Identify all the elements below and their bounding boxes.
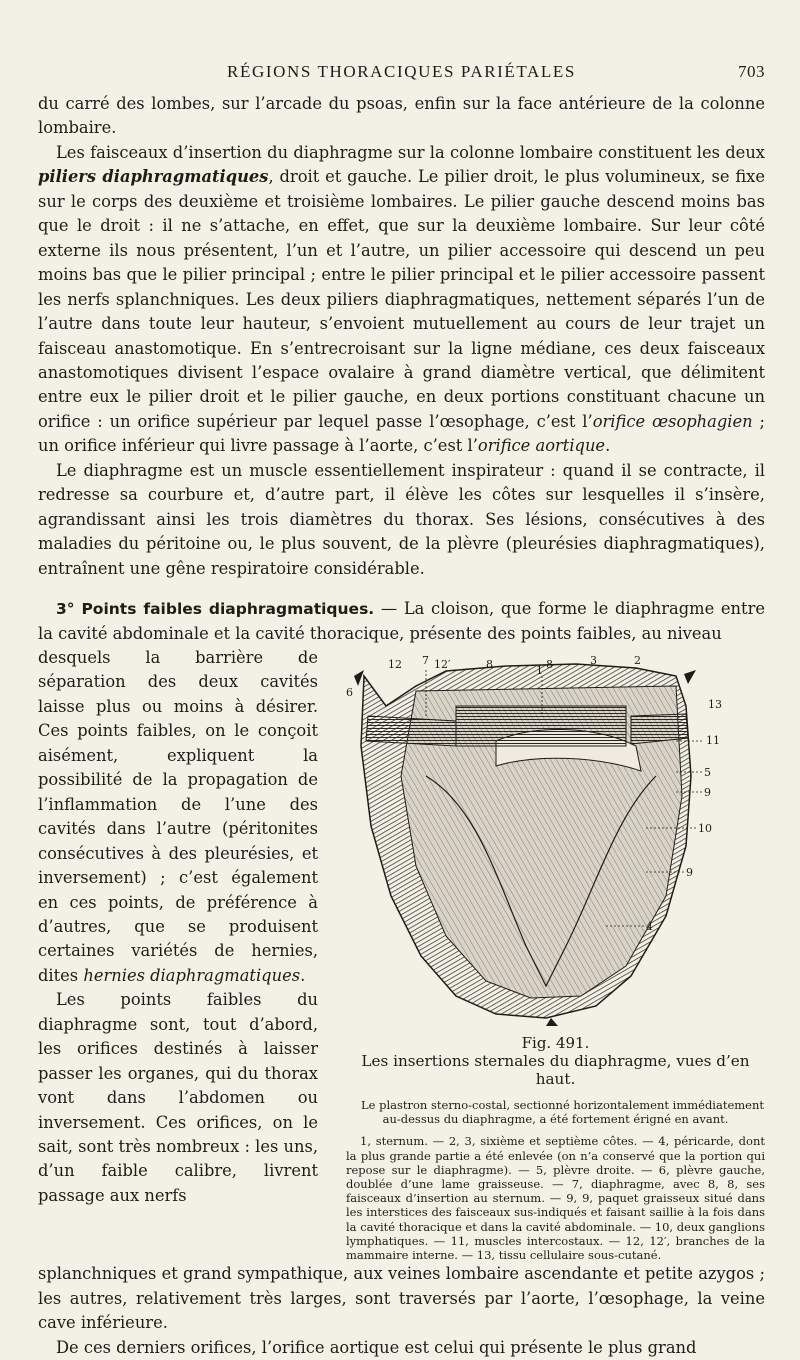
paragraph: 3° Points faibles diaphragmatiques. — La cloison, que forme le diaphragme entre la cavité abdominale et la cavité thoracique, présente des points faibles, au niveau <box>38 599 765 643</box>
label-10: 10 <box>698 821 712 835</box>
label-12: 12 <box>388 657 402 671</box>
label-13: 13 <box>708 697 722 711</box>
paragraph: Les points faibles du diaphragme sont, tout d’abord, les orifices destinés à laisser passer les organes, qui du thorax vont dans l’abdomen ou inversement. Ces orifices, on le sait, sont très nombreux : les uns, d’un faible calibre, livrent passage aux nerfs <box>38 990 318 1205</box>
label-9a: 9 <box>704 785 711 799</box>
term-orifice-oesophagien: orifice œsophagien <box>592 411 753 431</box>
body-text <box>38 92 765 1360</box>
paragraph: De ces derniers orifices, l’orifice aortique est celui qui présente le plus grand <box>56 1337 697 1357</box>
label-1: 1 <box>536 663 543 677</box>
running-title: RÉGIONS THORACIQUES PARIÉTALES <box>227 62 576 81</box>
figure-number: Fig. 491. <box>521 1033 590 1052</box>
sternum <box>456 706 626 746</box>
diaphragm-illustration <box>346 646 765 1026</box>
section-heading: 3° Points faibles diaphragmatiques. <box>56 600 375 619</box>
paragraph: Les faisceaux d’insertion du diaphragme sur la colonne lombaire constituent les deux piliers diaphragmatiques, droit et gauche. Le pilier droit, le plus volumineux, se fixe sur le corps des deuxième et troisième lombaires. Le pilier gauche descend moins bas que le droit : il ne s’attache, en effet, que sur la deuxième lombaire. Sur leur côté externe ils nous présentent, l’un et l’autre, un pilier accessoire qui descend un peu moins bas que le pilier principal ; entre le pilier principal et le pilier accessoire passent les nerfs splanchniques. Les deux piliers diaphragmatiques, nettement séparés l’un de l’autre dans toute leur hauteur, s’envoient mutuellement au cours de leur trajet un faisceau anastomotique. En s’entrecroisant sur la ligne médiane, ces deux faisceaux anastomotiques divisent l’espace ovalaire à grand diamètre vertical, que délimitent entre eux le pilier droit et le pilier gauche, en deux portions constituant chacune un orifice : un orifice supérieur par lequel passe l’œsophage, c’est l’orifice œsophagien ; un orifice inférieur qui livre passage à l’aorte, c’est l’orifice aortique. <box>38 142 765 456</box>
figure-wrap <box>38 646 765 1262</box>
caption-intro: Le plastron sterno-costal, sectionné horizontalement immédiatement au-dessus du diaphragme, a été fortement érigné en avant. <box>360 1097 765 1127</box>
label-3: 3 <box>590 653 597 667</box>
figure-491 <box>346 646 765 1262</box>
label-8b: 8 <box>546 657 553 671</box>
label-2: 2 <box>634 653 641 667</box>
figure-title: Les insertions sternales du diaphragme, vues d’en haut. <box>361 1051 750 1088</box>
label-8a: 8 <box>486 657 493 671</box>
wrapped-column <box>38 646 318 1208</box>
paragraph: splanchniques et grand sympathique, aux veines lombaire ascendante et petite azygos ; les autres, relativement très larges, sont traversés par l’aorte, l’œsophage, la veine cave inférieure. <box>38 1264 765 1333</box>
term-piliers: piliers diaphragmatiques <box>38 167 269 187</box>
label-7: 7 <box>422 653 429 667</box>
term-hernies: hernies diaphragmatiques <box>83 965 301 985</box>
figure-caption <box>346 1098 765 1262</box>
term-orifice-aortique: orifice aortique <box>477 436 606 456</box>
label-11: 11 <box>706 733 720 747</box>
label-5: 5 <box>704 765 711 779</box>
paragraph: desquels la barrière de séparation des deux cavités laisse plus ou moins à désirer. Ces points faibles, on le conçoit aisément, expliquent la possibilité de la propagation de l’inflammation de l’une des cavités dans l’autre (péritonites consécutives à des pleurésies, et inversement) ; c’est également en ces points, de préférence à d’autres, que se produisent certaines variétés de hernies, dites hernies diaphragmatiques. <box>38 647 318 985</box>
paragraph: Le diaphragme est un muscle essentiellement inspirateur : quand il se contracte, il redresse sa courbure et, d’autre part, il élève les côtes sur lesquelles il s’insère, agrandissant ainsi les trois diamètres du thorax. Ses lésions, consécutives à des maladies du péritoine ou, le plus souvent, de la plèvre (pleurésies diaphragmatiques), entraînent une gêne respiratoire considérable. <box>38 460 765 578</box>
label-6: 6 <box>346 685 353 699</box>
paragraph: du carré des lombes, sur l’arcade du psoas, enfin sur la face antérieure de la colonne lombaire. <box>38 94 765 138</box>
page-number: 703 <box>738 62 765 81</box>
label-12-prime: 12′ <box>434 657 451 671</box>
label-9b: 9 <box>686 865 693 879</box>
caption-legend: 1, sternum. — 2, 3, sixième et septième côtes. — 4, péricarde, dont la plus grande partie a été enlevée (on n’a conservé que la portion qui repose sur le diaphragme). — 5, plèvre droite. — 6, plèvre gauche, doublée d’une lame graisseuse. — 7, diaphragme, avec 8, 8, ses faisceaux d’insertion au sternum. — 9, 9, paquet graisseux situé dans les interstices des faisceaux sus-indiqués et faisant saillie à la fois dans la cavité thoracique et dans la cavité abdominale. — 10, deux ganglions lymphatiques. — 11, muscles intercostaux. — 12, 12′, branches de la mammaire interne. — 13, tissu cellulaire sous-cutané. <box>346 1134 765 1262</box>
costal-cartilage-left <box>366 716 456 746</box>
label-4: 4 <box>646 919 653 933</box>
